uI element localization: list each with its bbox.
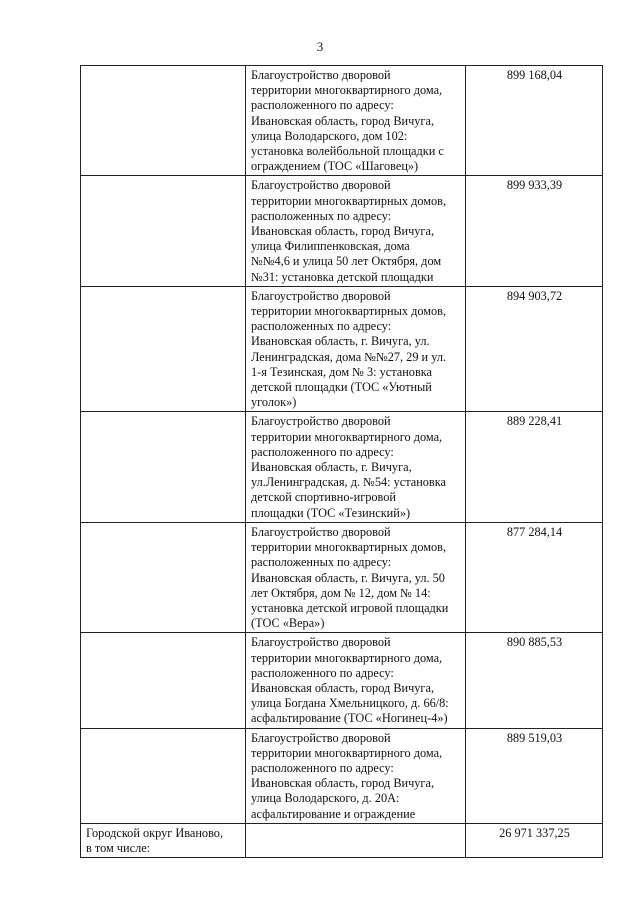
description-line: территории многоквартирного дома, xyxy=(251,745,443,760)
page-number: 3 xyxy=(316,39,324,54)
amount-cell: 877 284,14 xyxy=(466,522,603,632)
description-line: улица Володарского, д. 20А: xyxy=(251,791,400,806)
description-line: №№4,6 и улица 50 лет Октября, дом xyxy=(251,254,442,269)
description-line: уголок») xyxy=(251,395,297,410)
row-label-cell xyxy=(81,823,246,857)
table-row xyxy=(81,66,603,176)
description-line: Ивановская область, город Вичуга, xyxy=(251,680,435,695)
description-line: территории многоквартирных домов, xyxy=(251,540,447,555)
amount-cell: 889 519,03 xyxy=(466,728,603,823)
row-label-cell xyxy=(81,633,246,728)
row-label-cell xyxy=(81,176,246,286)
description-line: №31: установка детской площадки xyxy=(251,269,434,284)
description-line: установка детской игровой площадки xyxy=(251,600,449,615)
description-line: улица Володарского, дом 102: xyxy=(251,128,408,143)
description-line: территории многоквартирных домов, xyxy=(251,193,447,208)
description-cell xyxy=(246,728,466,823)
table-row xyxy=(81,286,603,412)
description-line: расположенных по адресу: xyxy=(251,208,392,223)
description-line: территории многоквартирного дома, xyxy=(251,650,443,665)
description-line: лет Октября, дом № 12, дом № 14: xyxy=(251,585,431,600)
table-row xyxy=(81,522,603,632)
description-line: расположенного по адресу: xyxy=(251,98,394,113)
description-line: территории многоквартирного дома, xyxy=(251,429,443,444)
description-line: расположенного по адресу: xyxy=(251,444,394,459)
description-cell xyxy=(246,412,466,522)
description-line: (ТОС «Вера») xyxy=(251,616,325,631)
description-line: территории многоквартирных домов, xyxy=(251,304,447,319)
description-cell xyxy=(246,633,466,728)
amount-cell: 889 228,41 xyxy=(466,412,603,522)
table-row xyxy=(81,633,603,728)
description-cell xyxy=(246,823,466,857)
description-line: асфальтирование и ограждение xyxy=(251,806,416,821)
description-line: улица Богдана Хмельницкого, д. 66/8: xyxy=(251,696,449,711)
table-row xyxy=(81,412,603,522)
description-line: Ивановская область, город Вичуга, xyxy=(251,224,435,239)
description-line: территории многоквартирного дома, xyxy=(251,83,443,98)
description-line: Благоустройство дворовой xyxy=(251,414,391,429)
description-line: расположенных по адресу: xyxy=(251,319,392,334)
amount-cell: 894 903,72 xyxy=(466,286,603,412)
row-label-cell xyxy=(81,522,246,632)
description-line: расположенного по адресу: xyxy=(251,760,394,775)
description-cell xyxy=(246,286,466,412)
label-line: в том числе: xyxy=(86,840,151,855)
description-line: Благоустройство дворовой xyxy=(251,288,391,303)
row-label-cell xyxy=(81,412,246,522)
amount-cell: 899 168,04 xyxy=(466,66,603,176)
amount-cell: 890 885,53 xyxy=(466,633,603,728)
description-line: асфальтирование (ТОС «Ногинец-4») xyxy=(251,711,448,726)
table-row xyxy=(81,728,603,823)
description-line: детской площадки (ТОС «Уютный xyxy=(251,380,432,395)
description-line: 1-я Тезинская, дом № 3: установка xyxy=(251,364,432,379)
description-cell xyxy=(246,66,466,176)
description-line: Ивановская область, г. Вичуга, xyxy=(251,460,412,475)
funding-table xyxy=(80,65,603,858)
amount-cell: 899 933,39 xyxy=(466,176,603,286)
description-line: Ленинградская, дома №№27, 29 и ул. xyxy=(251,349,447,364)
description-line: улица Филиппенковская, дома xyxy=(251,239,410,254)
row-label-cell xyxy=(81,66,246,176)
description-line: Ивановская область, г. Вичуга, ул. 50 xyxy=(251,570,445,585)
description-line: установка волейбольной площадки с xyxy=(251,144,444,159)
description-line: площадки (ТОС «Тезинский») xyxy=(251,505,411,520)
description-line: Благоустройство дворовой xyxy=(251,524,391,539)
description-line: ограждением (ТОС «Шаговец») xyxy=(251,159,419,174)
description-cell xyxy=(246,176,466,286)
row-label-cell xyxy=(81,286,246,412)
description-line: расположенного по адресу: xyxy=(251,665,394,680)
table-row xyxy=(81,176,603,286)
amount-cell: 26 971 337,25 xyxy=(466,823,603,857)
label-line: Городской округ Иваново, xyxy=(86,825,224,840)
description-line: Благоустройство дворовой xyxy=(251,635,391,650)
description-line: Ивановская область, г. Вичуга, ул. xyxy=(251,334,430,349)
description-line: Благоустройство дворовой xyxy=(251,68,391,82)
row-label-cell xyxy=(81,728,246,823)
description-line: Благоустройство дворовой xyxy=(251,178,391,193)
description-line: Благоустройство дворовой xyxy=(251,730,391,745)
table-row xyxy=(81,823,603,857)
description-line: Ивановская область, город Вичуга, xyxy=(251,113,435,128)
description-cell xyxy=(246,522,466,632)
description-line: Ивановская область, город Вичуга, xyxy=(251,776,435,791)
description-line: детской спортивно-игровой xyxy=(251,490,396,505)
table-body xyxy=(81,66,603,858)
description-line: расположенных по адресу: xyxy=(251,555,392,570)
description-line: ул.Ленинградская, д. №54: установка xyxy=(251,475,446,490)
